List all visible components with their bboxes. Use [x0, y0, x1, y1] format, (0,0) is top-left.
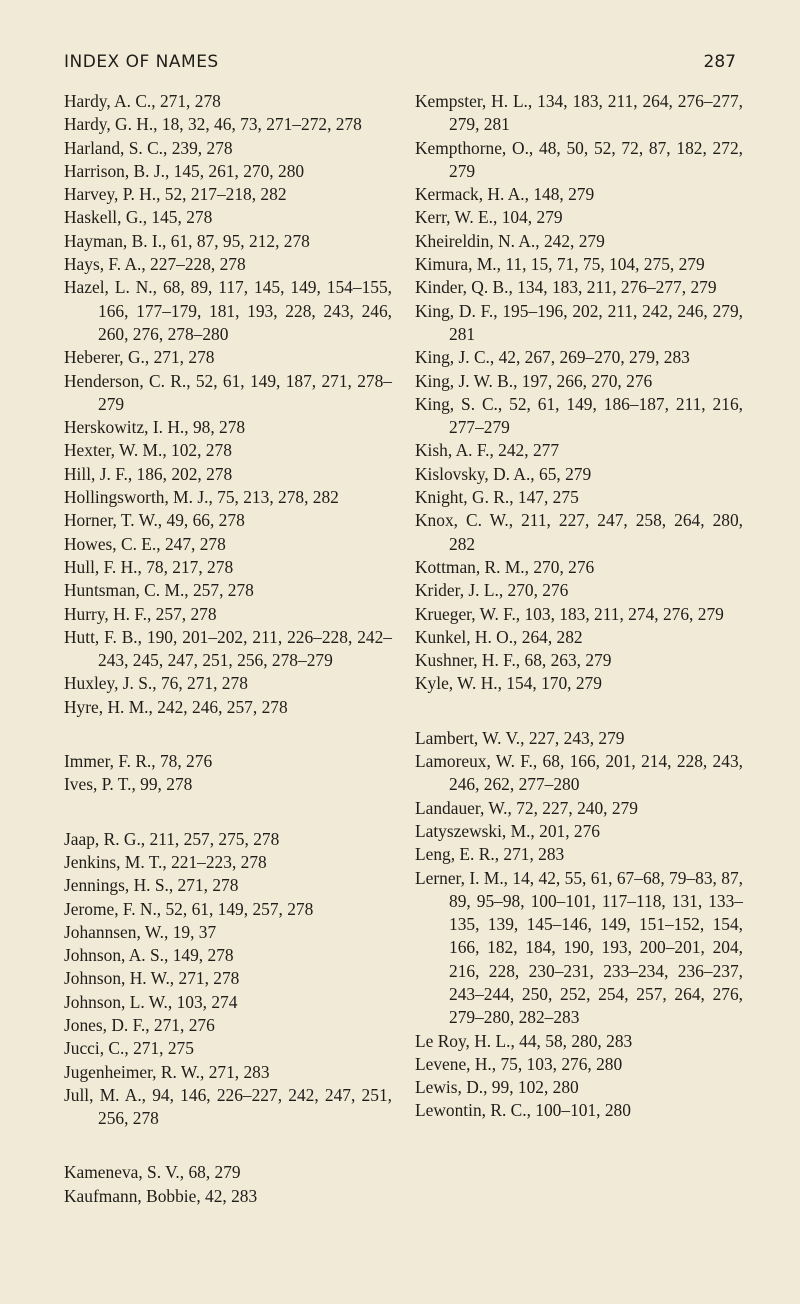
index-entry: Leng, E. R., 271, 283: [415, 844, 565, 865]
index-entry: Knox, C. W., 211, 227, 247, 258, 264, 280, 282: [415, 510, 743, 554]
letter-group-spacer: [64, 719, 392, 750]
index-entry: Krider, J. L., 270, 276: [415, 580, 569, 601]
index-entry: Kameneva, S. V., 68, 279: [64, 1162, 241, 1183]
index-entry: Howes, C. E., 247, 278: [64, 533, 226, 554]
index-entry: Hayman, B. I., 61, 87, 95, 212, 278: [64, 230, 310, 251]
index-column-right: [415, 90, 743, 1123]
index-entry: Jerome, F. N., 52, 61, 149, 257, 278: [64, 898, 314, 919]
index-entry: Lerner, I. M., 14, 42, 55, 61, 67–68, 79–83, 87, 89, 95–98, 100–101, 117–118, 131, 133–135, 139, 145–146, 149, 151–152, 154, 166, 182, 184, 190, 193, 200–201, 204, 216, 228, 230–231, 233–234, 236–237, 243–244, 250, 252, 254, 257, 264, 276, 279–280, 282–283: [415, 867, 743, 1028]
index-entry: Hays, F. A., 227–228, 278: [64, 254, 246, 275]
index-entry: Hardy, A. C., 271, 278: [64, 91, 221, 111]
index-entry: Johannsen, W., 19, 37: [64, 921, 217, 942]
index-entry: Lambert, W. V., 227, 243, 279: [415, 727, 625, 748]
index-entry: Jucci, C., 271, 275: [64, 1038, 194, 1059]
index-group-k-start: [64, 1161, 392, 1208]
index-entry: King, S. C., 52, 61, 149, 186–187, 211, 216, 277–279: [415, 393, 743, 438]
index-entry: Harrison, B. J., 145, 261, 270, 280: [64, 160, 305, 181]
index-entry: Johnson, A. S., 149, 278: [64, 945, 234, 966]
index-entry: Knight, G. R., 147, 275: [415, 487, 579, 508]
index-entry: Hazel, L. N., 68, 89, 117, 145, 149, 154–155, 166, 177–179, 181, 193, 228, 243, 246, 260, 276, 278–280: [64, 277, 392, 344]
index-entry: King, J. C., 42, 267, 269–270, 279, 283: [415, 347, 690, 368]
index-entry: Kermack, H. A., 148, 279: [415, 184, 595, 205]
index-entry: Jones, D. F., 271, 276: [64, 1014, 215, 1035]
index-group-k: [415, 90, 743, 696]
index-entry: Kimura, M., 11, 15, 71, 75, 104, 275, 279: [415, 254, 705, 275]
index-entry: Henderson, C. R., 52, 61, 149, 187, 271, 278–279: [64, 370, 392, 414]
index-entry: Heberer, G., 271, 278: [64, 347, 215, 368]
index-entry: Hardy, G. H., 18, 32, 46, 73, 271–272, 278: [64, 114, 362, 135]
index-entry: Kushner, H. F., 68, 263, 279: [415, 650, 612, 671]
index-group-h: [64, 90, 392, 719]
index-entry: Kottman, R. M., 270, 276: [415, 556, 595, 577]
index-entry: Herskowitz, I. H., 98, 278: [64, 417, 246, 438]
index-entry: Huntsman, C. M., 257, 278: [64, 580, 254, 601]
index-entry: Jull, M. A., 94, 146, 226–227, 242, 247, 251, 256, 278: [64, 1084, 392, 1129]
index-entry: Lewontin, R. C., 100–101, 280: [415, 1100, 631, 1121]
index-entry: Jennings, H. S., 271, 278: [64, 875, 239, 896]
page-number: 287: [703, 52, 736, 72]
index-entry: Hull, F. H., 78, 217, 278: [64, 556, 234, 577]
index-entry: Hutt, F. B., 190, 201–202, 211, 226–228, 242–243, 245, 247, 251, 256, 278–279: [64, 626, 392, 671]
index-entry: King, D. F., 195–196, 202, 211, 242, 246, 279, 281: [415, 300, 743, 344]
index-entry: Lewis, D., 99, 102, 280: [415, 1077, 579, 1098]
index-entry: Kempster, H. L., 134, 183, 211, 264, 276–277, 279, 281: [415, 91, 743, 135]
index-entry: Kinder, Q. B., 134, 183, 211, 276–277, 279: [415, 277, 717, 298]
letter-group-spacer: [415, 696, 743, 727]
index-entry: Kislovsky, D. A., 65, 279: [415, 463, 592, 484]
index-entry: Hollingsworth, M. J., 75, 213, 278, 282: [64, 487, 339, 508]
index-group-l: [415, 727, 743, 1123]
index-entry: Jenkins, M. T., 221–223, 278: [64, 851, 267, 872]
index-entry: Hyre, H. M., 242, 246, 257, 278: [64, 696, 288, 717]
index-entry: Levene, H., 75, 103, 276, 280: [415, 1053, 623, 1074]
index-column-left: [64, 90, 392, 1208]
index-entry: Kaufmann, Bobbie, 42, 283: [64, 1185, 258, 1206]
index-entry: Kunkel, H. O., 264, 282: [415, 626, 583, 647]
index-entry: Immer, F. R., 78, 276: [64, 751, 213, 772]
index-entry: Kerr, W. E., 104, 279: [415, 207, 563, 228]
index-entry: Le Roy, H. L., 44, 58, 280, 283: [415, 1030, 633, 1051]
index-entry: Haskell, G., 145, 278: [64, 207, 213, 228]
index-entry: Hurry, H. F., 257, 278: [64, 603, 217, 624]
index-entry: Huxley, J. S., 76, 271, 278: [64, 673, 248, 694]
index-entry: Harvey, P. H., 52, 217–218, 282: [64, 184, 287, 205]
index-entry: Latyszewski, M., 201, 276: [415, 820, 600, 841]
index-entry: Jaap, R. G., 211, 257, 275, 278: [64, 828, 280, 849]
index-entry: Kyle, W. H., 154, 170, 279: [415, 673, 602, 694]
index-entry: Kheireldin, N. A., 242, 279: [415, 230, 605, 251]
page-header: [64, 52, 736, 80]
index-group-j: [64, 828, 392, 1131]
index-entry: Krueger, W. F., 103, 183, 211, 274, 276, 279: [415, 603, 724, 624]
index-entry: Johnson, L. W., 103, 274: [64, 991, 238, 1012]
index-entry: Hexter, W. M., 102, 278: [64, 440, 232, 461]
letter-group-spacer: [64, 797, 392, 828]
index-entry: King, J. W. B., 197, 266, 270, 276: [415, 370, 653, 391]
letter-group-spacer: [64, 1130, 392, 1161]
index-entry: Harland, S. C., 239, 278: [64, 137, 233, 158]
index-entry: Kempthorne, O., 48, 50, 52, 72, 87, 182, 272, 279: [415, 137, 743, 181]
running-head: INDEX OF NAMES: [64, 52, 219, 72]
index-entry: Hill, J. F., 186, 202, 278: [64, 463, 233, 484]
index-group-i: [64, 750, 392, 797]
index-entry: Horner, T. W., 49, 66, 278: [64, 510, 245, 531]
index-entry: Landauer, W., 72, 227, 240, 279: [415, 797, 638, 818]
index-entry: Ives, P. T., 99, 278: [64, 774, 193, 795]
index-entry: Jugenheimer, R. W., 271, 283: [64, 1061, 270, 1082]
index-entry: Lamoreux, W. F., 68, 166, 201, 214, 228, 243, 246, 262, 277–280: [415, 751, 743, 795]
index-entry: Johnson, H. W., 271, 278: [64, 968, 240, 989]
index-entry: Kish, A. F., 242, 277: [415, 440, 560, 461]
